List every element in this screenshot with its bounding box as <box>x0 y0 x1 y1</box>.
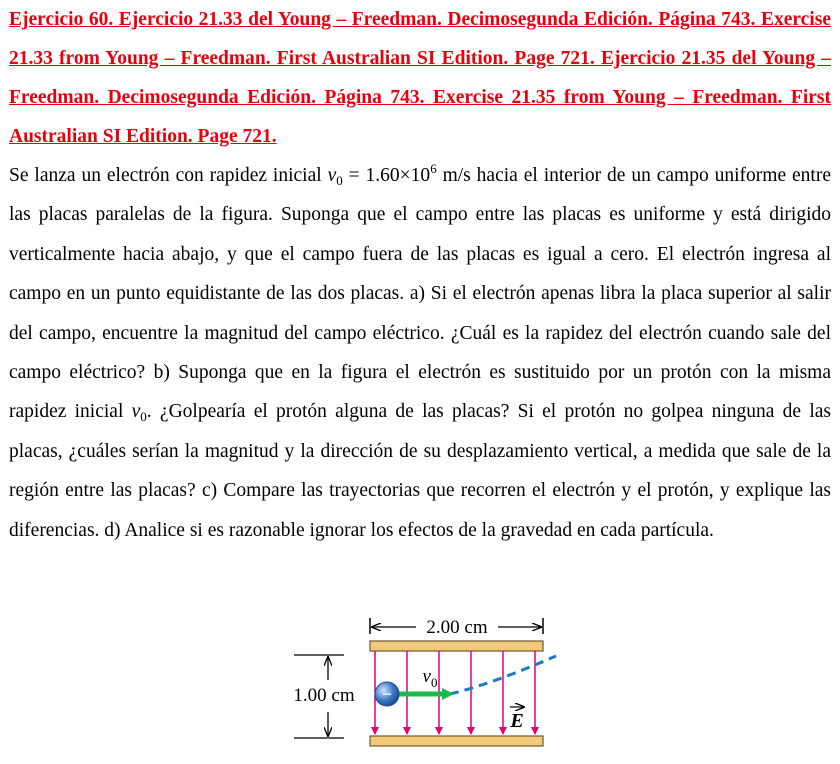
v0-subscript-2: 0 <box>140 409 147 425</box>
statement-end: . ¿Golpearía el protón alguna de las placas? Si el protón no golpea ninguna de las placas, ¿cuáles serían la magnitud y la dirección de su desplazamiento vertical, a medida que sale de la región entre las placas? c) Compare las trayectorias que recorren el electrón y el protón, y explique las diferencias. d) Analice si es razonable ignorar los efectos de la gravedad en cada partícula. <box>9 401 831 541</box>
v0-value: = 1.60×10 <box>342 165 431 186</box>
svg-text:E: E <box>510 710 524 732</box>
electron <box>375 682 399 706</box>
gap-dimension <box>293 655 354 738</box>
v0-subscript: 0 <box>336 173 343 188</box>
length-label: 2.00 cm <box>426 617 488 638</box>
bottom-plate <box>370 736 543 746</box>
top-plate <box>370 641 543 651</box>
v0-symbol: v <box>327 165 337 186</box>
length-dimension <box>370 617 543 638</box>
document-page <box>9 0 831 550</box>
charge-sign: − <box>381 684 393 704</box>
field-label <box>509 707 524 732</box>
parallel-plates-figure <box>284 612 550 752</box>
velocity-label: $v_0$ <box>422 666 438 690</box>
gap-label: 1.00 cm <box>293 685 355 706</box>
exercise-title: Ejercicio 60. Ejercicio 21.33 del Young – Freedman. Decimosegunda Edición. Página 743. Exercise 21.33 from Young – Freedman. First Australian SI Edition. Page 721. Ejercicio 21.35 del Young – Freedman. Decimosegunda Edición. Página 743. Exercise 21.35 from Young – Freedman. First Australian SI Edition. Page 721. <box>9 9 831 147</box>
v0-symbol-2: v <box>131 401 141 423</box>
v0-exponent: 6 <box>430 161 437 176</box>
statement-intro: Se lanza un electrón con rapidez inicial <box>9 165 328 186</box>
problem-statement <box>9 156 831 550</box>
statement-body: m/s hacia el interior de un campo uniforme entre las placas paralelas de la figura. Suponga que el campo entre las placas es uniforme y está dirigido verticalmente hacia abajo, y que el campo fuera de las placas es igual a cero. El electrón ingresa al campo en un punto equidistante de las dos placas. a) Si el electrón apenas libra la placa superior al salir del campo, encuentre la magnitud del campo eléctrico. ¿Cuál es la rapidez del electrón cuando sale del campo eléctrico? b) Suponga que en la figura el electrón es sustituido por un protón con la misma rapidez inicial <box>9 165 831 423</box>
